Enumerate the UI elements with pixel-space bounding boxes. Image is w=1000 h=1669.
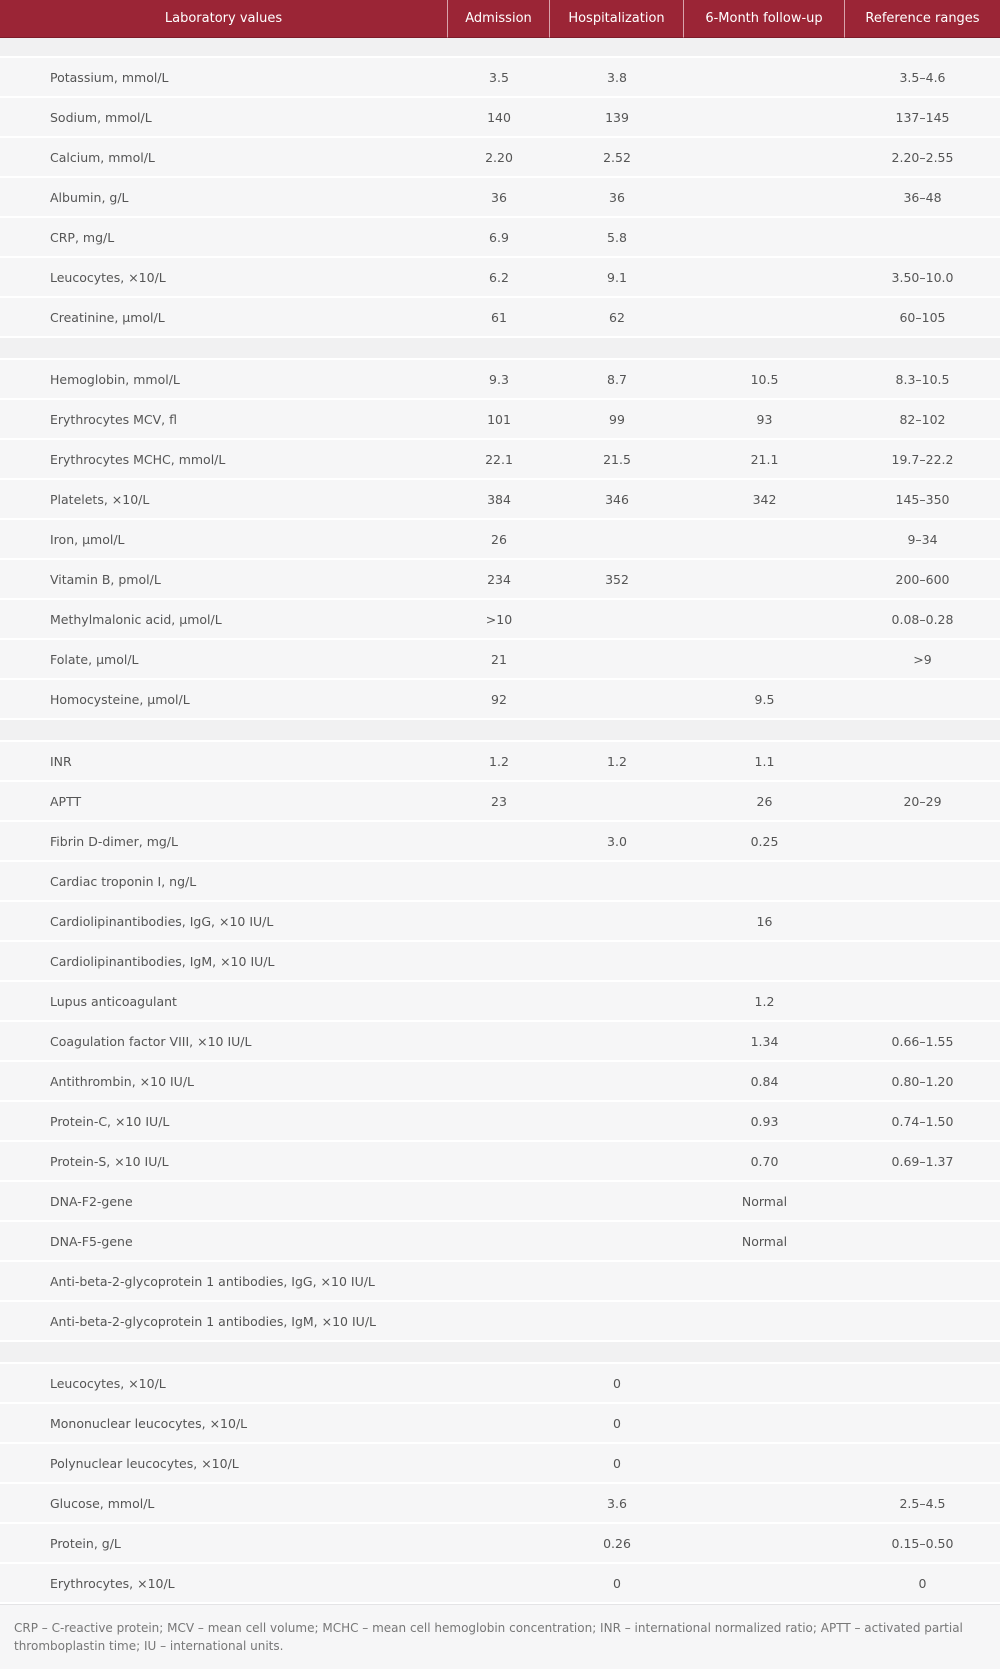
admission-value: 1.2	[448, 742, 550, 782]
hospitalization-value	[550, 782, 684, 822]
hospitalization-value: 346	[550, 480, 684, 520]
section-divider-cell	[0, 38, 1000, 58]
section-divider	[0, 38, 1000, 58]
row-label: Anti-beta-2-glycoprotein 1 antibodies, IgG, ×10 IU/L	[0, 1262, 448, 1302]
hospitalization-value: 139	[550, 98, 684, 138]
reference-range: 0.80–1.20	[845, 1062, 1000, 1102]
followup-value	[684, 640, 845, 680]
hospitalization-value: 36	[550, 178, 684, 218]
followup-value	[684, 58, 845, 98]
hospitalization-value	[550, 862, 684, 902]
hospitalization-value	[550, 942, 684, 982]
row-label: Methylmalonic acid, μmol/L	[0, 600, 448, 640]
hospitalization-value	[550, 520, 684, 560]
admission-value: 36	[448, 178, 550, 218]
reference-range: 200–600	[845, 560, 1000, 600]
followup-value: 21.1	[684, 440, 845, 480]
table-row	[0, 400, 1000, 440]
hospitalization-value	[550, 1022, 684, 1062]
hospitalization-value: 8.7	[550, 360, 684, 400]
reference-range: 145–350	[845, 480, 1000, 520]
followup-value: 1.34	[684, 1022, 845, 1062]
hospitalization-value: 1.2	[550, 742, 684, 782]
table-row	[0, 982, 1000, 1022]
admission-value	[448, 822, 550, 862]
followup-value: 0.84	[684, 1062, 845, 1102]
hospitalization-value: 62	[550, 298, 684, 338]
followup-value: 0.93	[684, 1102, 845, 1142]
table-row	[0, 1022, 1000, 1062]
table-footer	[0, 1604, 1000, 1669]
table-row	[0, 742, 1000, 782]
admission-value	[448, 1364, 550, 1404]
reference-range	[845, 902, 1000, 942]
table-row	[0, 298, 1000, 338]
row-label: CRP, mg/L	[0, 218, 448, 258]
row-label: Hemoglobin, mmol/L	[0, 360, 448, 400]
followup-value: 10.5	[684, 360, 845, 400]
hospitalization-value	[550, 1262, 684, 1302]
table-row	[0, 862, 1000, 902]
admission-value	[448, 1022, 550, 1062]
section-divider	[0, 720, 1000, 742]
followup-value	[684, 1444, 845, 1484]
reference-range	[845, 1302, 1000, 1342]
section-divider-cell	[0, 338, 1000, 360]
hospitalization-value	[550, 1142, 684, 1182]
reference-range: 0.66–1.55	[845, 1022, 1000, 1062]
row-label: Creatinine, μmol/L	[0, 298, 448, 338]
reference-range: >9	[845, 640, 1000, 680]
reference-range: 3.50–10.0	[845, 258, 1000, 298]
admission-value: 92	[448, 680, 550, 720]
row-label: Albumin, g/L	[0, 178, 448, 218]
row-label: Erythrocytes, ×10/L	[0, 1564, 448, 1604]
table-row	[0, 1302, 1000, 1342]
row-label: Antithrombin, ×10 IU/L	[0, 1062, 448, 1102]
table-row	[0, 640, 1000, 680]
admission-value	[448, 1142, 550, 1182]
row-label: Fibrin D-dimer, mg/L	[0, 822, 448, 862]
reference-range: 0.74–1.50	[845, 1102, 1000, 1142]
table-row	[0, 178, 1000, 218]
table-row	[0, 1364, 1000, 1404]
hospitalization-value	[550, 1102, 684, 1142]
followup-value	[684, 600, 845, 640]
table-row	[0, 1102, 1000, 1142]
admission-value: 101	[448, 400, 550, 440]
admission-value	[448, 1102, 550, 1142]
row-label: Protein, g/L	[0, 1524, 448, 1564]
hospitalization-value: 352	[550, 560, 684, 600]
footnote-row	[0, 1604, 1000, 1669]
table-row	[0, 822, 1000, 862]
admission-value: 21	[448, 640, 550, 680]
row-label: Sodium, mmol/L	[0, 98, 448, 138]
reference-range	[845, 942, 1000, 982]
reference-range	[845, 1262, 1000, 1302]
followup-value	[684, 138, 845, 178]
followup-value	[684, 98, 845, 138]
reference-range	[845, 1182, 1000, 1222]
admission-value: 9.3	[448, 360, 550, 400]
reference-range: 0.69–1.37	[845, 1142, 1000, 1182]
section-divider	[0, 1342, 1000, 1364]
table-row	[0, 1484, 1000, 1524]
row-label: Erythrocytes MCV, fl	[0, 400, 448, 440]
followup-value	[684, 258, 845, 298]
followup-value	[684, 1484, 845, 1524]
followup-value	[684, 298, 845, 338]
hospitalization-value	[550, 982, 684, 1022]
reference-range: 36–48	[845, 178, 1000, 218]
hospitalization-value: 3.0	[550, 822, 684, 862]
row-label: Iron, μmol/L	[0, 520, 448, 560]
reference-range	[845, 862, 1000, 902]
admission-value	[448, 1222, 550, 1262]
admission-value: 2.20	[448, 138, 550, 178]
row-label: Cardiolipinantibodies, IgG, ×10 IU/L	[0, 902, 448, 942]
row-label: DNA-F2-gene	[0, 1182, 448, 1222]
hospitalization-value: 3.6	[550, 1484, 684, 1524]
admission-value	[448, 1484, 550, 1524]
followup-value: 0.70	[684, 1142, 845, 1182]
followup-value: 9.5	[684, 680, 845, 720]
table-row	[0, 942, 1000, 982]
admission-value	[448, 1182, 550, 1222]
table-body	[0, 38, 1000, 1604]
reference-range: 0.15–0.50	[845, 1524, 1000, 1564]
row-label: Cardiolipinantibodies, IgM, ×10 IU/L	[0, 942, 448, 982]
reference-range: 3.5–4.6	[845, 58, 1000, 98]
admission-value	[448, 1564, 550, 1604]
admission-value	[448, 1262, 550, 1302]
table-row	[0, 218, 1000, 258]
followup-value	[684, 942, 845, 982]
followup-value: 342	[684, 480, 845, 520]
reference-range	[845, 822, 1000, 862]
row-label: Calcium, mmol/L	[0, 138, 448, 178]
reference-range	[845, 1222, 1000, 1262]
table-row	[0, 1444, 1000, 1484]
followup-value	[684, 1262, 845, 1302]
followup-value	[684, 218, 845, 258]
hospitalization-value	[550, 600, 684, 640]
admission-value	[448, 942, 550, 982]
followup-value: 16	[684, 902, 845, 942]
row-label: Folate, μmol/L	[0, 640, 448, 680]
hospitalization-value: 5.8	[550, 218, 684, 258]
hospitalization-value: 0	[550, 1404, 684, 1444]
table-row	[0, 1142, 1000, 1182]
reference-range	[845, 1404, 1000, 1444]
row-label: Coagulation factor VIII, ×10 IU/L	[0, 1022, 448, 1062]
admission-value: 3.5	[448, 58, 550, 98]
reference-range	[845, 1364, 1000, 1404]
table-row	[0, 520, 1000, 560]
row-label: Anti-beta-2-glycoprotein 1 antibodies, IgM, ×10 IU/L	[0, 1302, 448, 1342]
table-row	[0, 560, 1000, 600]
followup-value: 1.1	[684, 742, 845, 782]
hospitalization-value: 0	[550, 1364, 684, 1404]
row-label: Leucocytes, ×10/L	[0, 258, 448, 298]
admission-value: 6.9	[448, 218, 550, 258]
admission-value	[448, 1062, 550, 1102]
table-row	[0, 782, 1000, 822]
reference-range	[845, 1444, 1000, 1484]
hospitalization-value: 0.26	[550, 1524, 684, 1564]
reference-range	[845, 680, 1000, 720]
reference-range: 60–105	[845, 298, 1000, 338]
admission-value: 61	[448, 298, 550, 338]
column-header-reference-ranges: Reference ranges	[845, 0, 1000, 38]
admission-value: 6.2	[448, 258, 550, 298]
hospitalization-value	[550, 1302, 684, 1342]
section-divider	[0, 338, 1000, 360]
table-row	[0, 1222, 1000, 1262]
table-row	[0, 1062, 1000, 1102]
followup-value	[684, 1524, 845, 1564]
admission-value: 22.1	[448, 440, 550, 480]
admission-value: 234	[448, 560, 550, 600]
row-label: DNA-F5-gene	[0, 1222, 448, 1262]
followup-value	[684, 1302, 845, 1342]
table-header	[0, 0, 1000, 38]
table-row	[0, 1524, 1000, 1564]
row-label: Polynuclear leucocytes, ×10/L	[0, 1444, 448, 1484]
row-label: Cardiac troponin I, ng/L	[0, 862, 448, 902]
hospitalization-value	[550, 902, 684, 942]
followup-value	[684, 1564, 845, 1604]
followup-value: 1.2	[684, 982, 845, 1022]
row-label: Glucose, mmol/L	[0, 1484, 448, 1524]
row-label: Potassium, mmol/L	[0, 58, 448, 98]
row-label: Mononuclear leucocytes, ×10/L	[0, 1404, 448, 1444]
hospitalization-value	[550, 1182, 684, 1222]
hospitalization-value	[550, 1062, 684, 1102]
footnote: CRP – C-reactive protein; MCV – mean cell volume; MCHC – mean cell hemoglobin concentration; INR – international normalized ratio; APTT – activated partial thromboplastin time; IU – international units.	[0, 1604, 1000, 1669]
reference-range: 9–34	[845, 520, 1000, 560]
hospitalization-value: 21.5	[550, 440, 684, 480]
column-header-followup: 6-Month follow-up	[684, 0, 845, 38]
reference-range: 0.08–0.28	[845, 600, 1000, 640]
row-label: Platelets, ×10/L	[0, 480, 448, 520]
table-row	[0, 902, 1000, 942]
reference-range: 19.7–22.2	[845, 440, 1000, 480]
table-row	[0, 1564, 1000, 1604]
column-header-hospitalization: Hospitalization	[550, 0, 684, 38]
followup-value: Normal	[684, 1182, 845, 1222]
admission-value	[448, 1444, 550, 1484]
hospitalization-value	[550, 1222, 684, 1262]
reference-range: 0	[845, 1564, 1000, 1604]
table-row	[0, 480, 1000, 520]
reference-range: 20–29	[845, 782, 1000, 822]
row-label: APTT	[0, 782, 448, 822]
row-label: Vitamin B, pmol/L	[0, 560, 448, 600]
followup-value	[684, 178, 845, 218]
hospitalization-value	[550, 680, 684, 720]
reference-range: 8.3–10.5	[845, 360, 1000, 400]
admission-value: 384	[448, 480, 550, 520]
table-row	[0, 680, 1000, 720]
followup-value: 93	[684, 400, 845, 440]
section-divider-cell	[0, 720, 1000, 742]
reference-range	[845, 982, 1000, 1022]
hospitalization-value	[550, 640, 684, 680]
section-divider-cell	[0, 1342, 1000, 1364]
followup-value: 0.25	[684, 822, 845, 862]
reference-range: 2.5–4.5	[845, 1484, 1000, 1524]
hospitalization-value: 3.8	[550, 58, 684, 98]
reference-range	[845, 218, 1000, 258]
table-row	[0, 1262, 1000, 1302]
row-label: Erythrocytes MCHC, mmol/L	[0, 440, 448, 480]
admission-value: >10	[448, 600, 550, 640]
hospitalization-value: 9.1	[550, 258, 684, 298]
reference-range	[845, 742, 1000, 782]
admission-value: 140	[448, 98, 550, 138]
admission-value: 23	[448, 782, 550, 822]
row-label: Protein-C, ×10 IU/L	[0, 1102, 448, 1142]
admission-value	[448, 1524, 550, 1564]
table-row	[0, 258, 1000, 298]
followup-value	[684, 862, 845, 902]
followup-value: Normal	[684, 1222, 845, 1262]
row-label: Protein-S, ×10 IU/L	[0, 1142, 448, 1182]
admission-value	[448, 862, 550, 902]
hospitalization-value: 99	[550, 400, 684, 440]
followup-value: 26	[684, 782, 845, 822]
admission-value	[448, 982, 550, 1022]
followup-value	[684, 520, 845, 560]
admission-value: 26	[448, 520, 550, 560]
admission-value	[448, 902, 550, 942]
row-label: Lupus anticoagulant	[0, 982, 448, 1022]
table-row	[0, 98, 1000, 138]
row-label: Homocysteine, μmol/L	[0, 680, 448, 720]
reference-range: 82–102	[845, 400, 1000, 440]
admission-value	[448, 1404, 550, 1444]
hospitalization-value: 0	[550, 1444, 684, 1484]
table-row	[0, 1182, 1000, 1222]
table-row	[0, 600, 1000, 640]
column-header-laboratory-values: Laboratory values	[0, 0, 448, 38]
hospitalization-value: 0	[550, 1564, 684, 1604]
table-row	[0, 138, 1000, 178]
followup-value	[684, 1364, 845, 1404]
header-row	[0, 0, 1000, 38]
column-header-admission: Admission	[448, 0, 550, 38]
followup-value	[684, 560, 845, 600]
reference-range: 137–145	[845, 98, 1000, 138]
table-row	[0, 58, 1000, 98]
admission-value	[448, 1302, 550, 1342]
table-row	[0, 440, 1000, 480]
reference-range: 2.20–2.55	[845, 138, 1000, 178]
hospitalization-value: 2.52	[550, 138, 684, 178]
table-row	[0, 1404, 1000, 1444]
row-label: INR	[0, 742, 448, 782]
table-row	[0, 360, 1000, 400]
followup-value	[684, 1404, 845, 1444]
row-label: Leucocytes, ×10/L	[0, 1364, 448, 1404]
